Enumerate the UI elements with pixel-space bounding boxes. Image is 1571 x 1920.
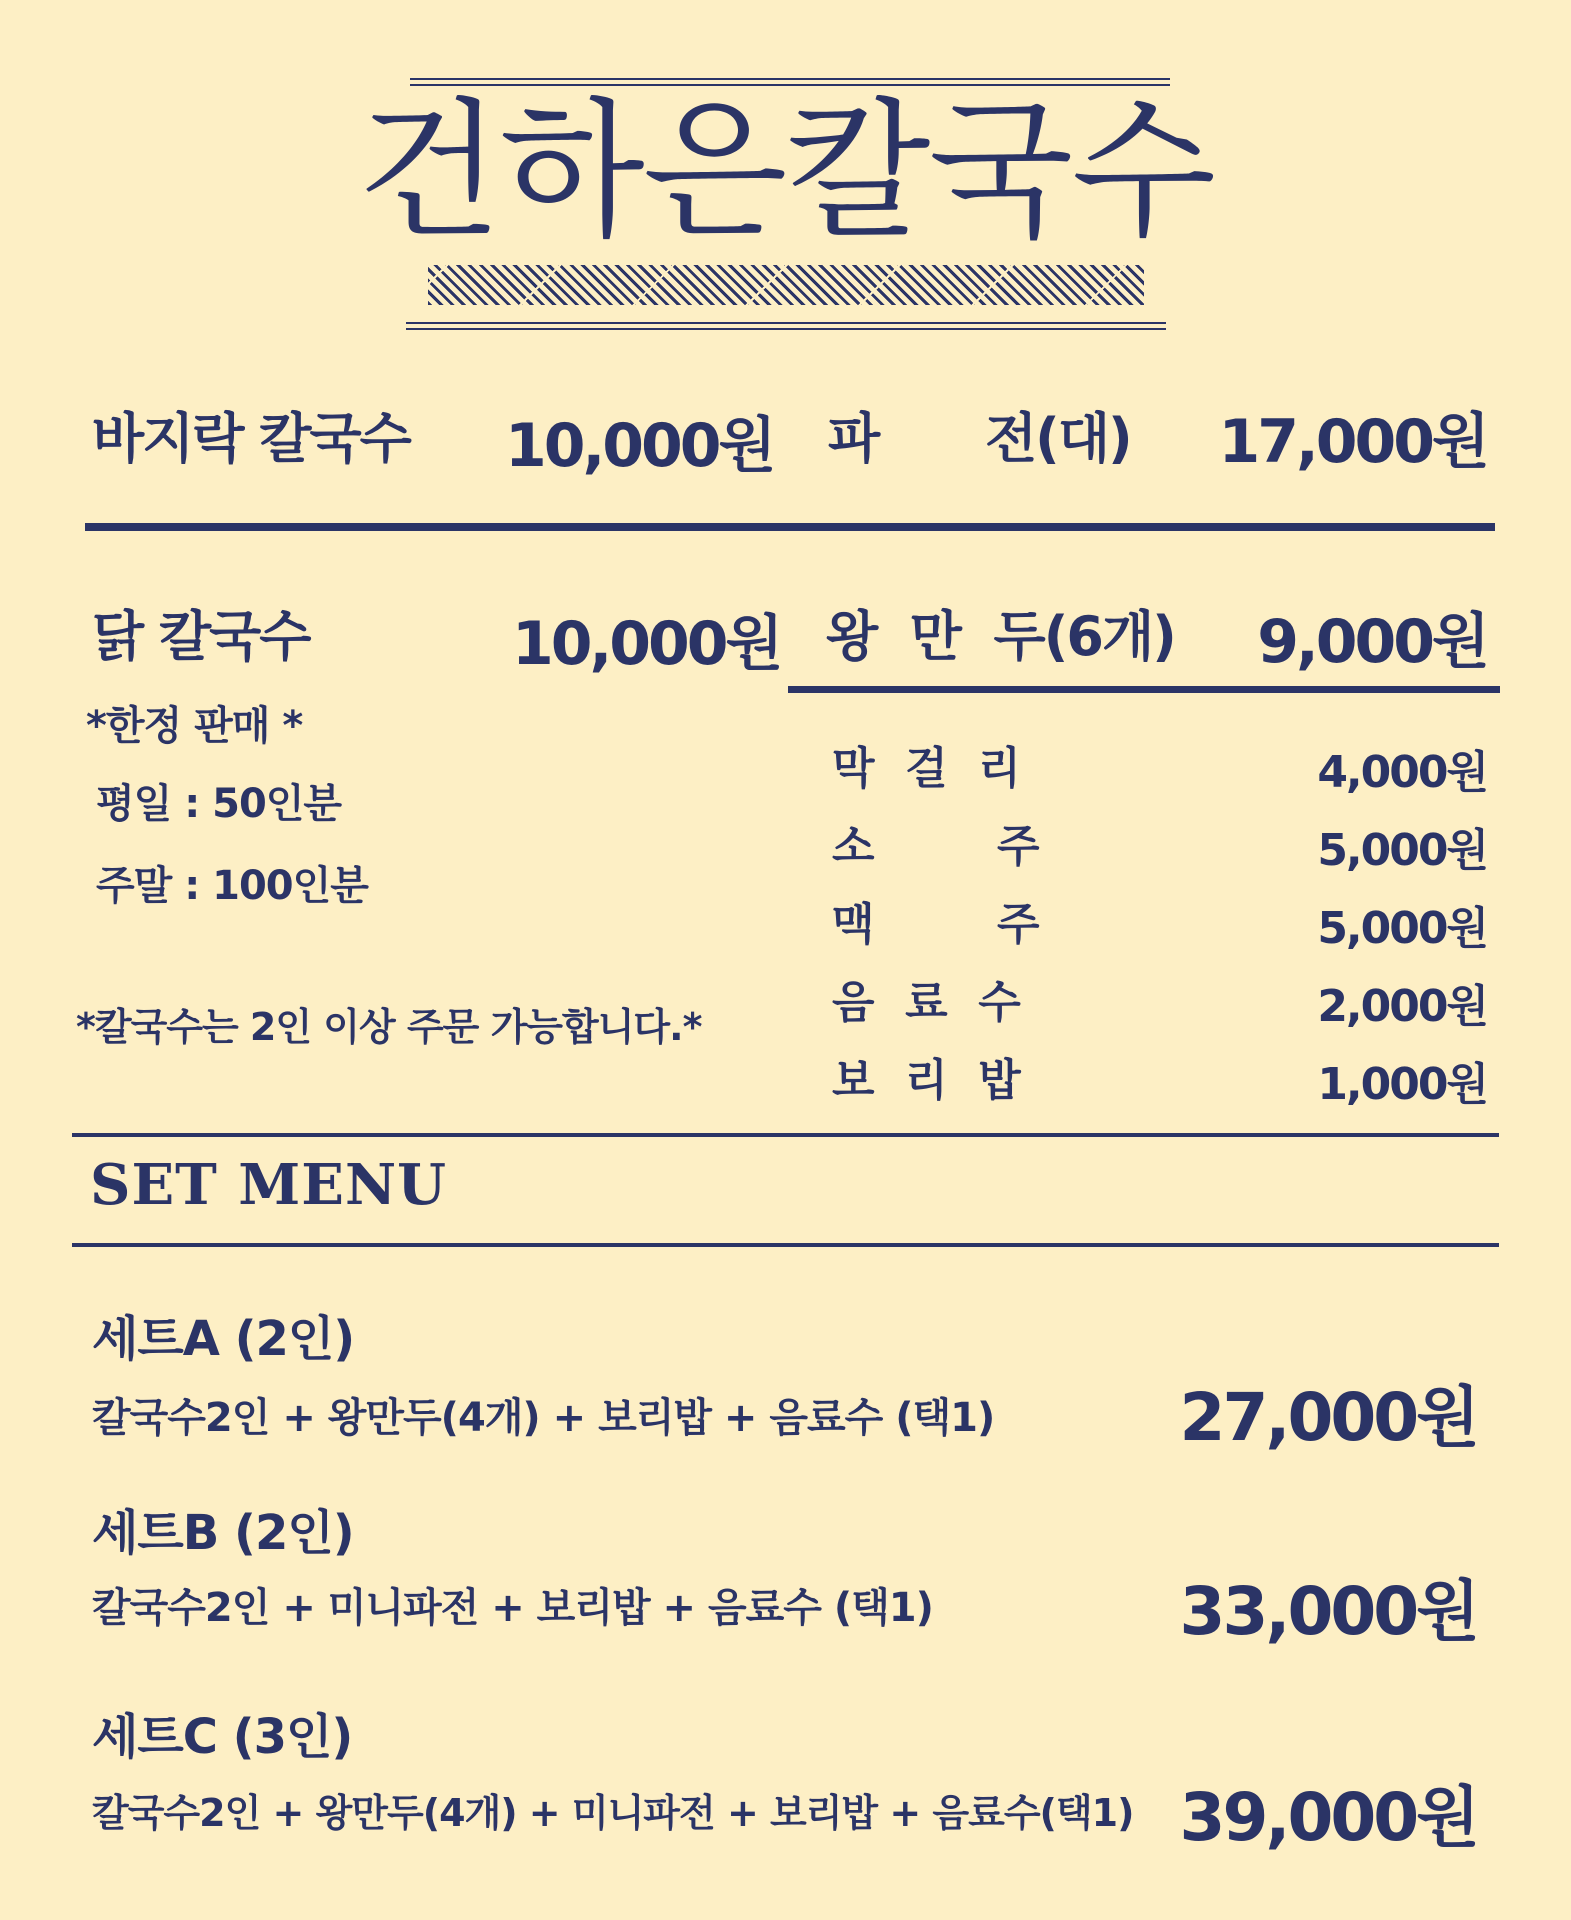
restaurant-title: 건하은칼국수	[356, 85, 1215, 259]
set-menu-top-rule	[72, 1133, 1499, 1137]
drink-price: 4,000원	[1317, 747, 1487, 798]
minimum-order-note: *칼국수는 2인 이상 주문 가능합니다.*	[76, 1005, 702, 1049]
set-description: 칼국수2인 + 왕만두(4개) + 미니파전 + 보리밥 + 음료수(택1)	[92, 1791, 1134, 1835]
drink-price: 5,000원	[1317, 825, 1487, 876]
set-title: 세트B (2인)	[92, 1505, 354, 1561]
drink-name: 음 료 수	[832, 977, 1021, 1028]
limited-note: *한정 판매 *	[86, 703, 303, 749]
set-price: 27,000원	[1179, 1379, 1477, 1456]
set-menu-heading: SET MENU	[90, 1152, 447, 1218]
drink-name: 맥 주	[832, 899, 1040, 950]
drink-price: 5,000원	[1317, 903, 1487, 954]
menu-item-name-part: 파	[828, 407, 879, 470]
weekend-limit: 주말 : 100인분	[96, 863, 368, 909]
menu-item-price: 10,000원	[512, 609, 781, 679]
set-price: 33,000원	[1179, 1573, 1477, 1650]
menu-item-price: 9,000원	[1257, 607, 1487, 677]
set-description: 칼국수2인 + 왕만두(4개) + 보리밥 + 음료수 (택1)	[92, 1395, 995, 1441]
set-menu-bottom-rule	[72, 1243, 1499, 1247]
set-description: 칼국수2인 + 미니파전 + 보리밥 + 음료수 (택1)	[92, 1585, 933, 1631]
menu-item-name: 바지락 칼국수	[92, 407, 410, 470]
menu-item-name: 왕 만 두(6개)	[826, 605, 1175, 668]
set-title: 세트A (2인)	[92, 1311, 355, 1367]
set-price: 39,000원	[1179, 1779, 1477, 1856]
section-divider	[85, 523, 1495, 531]
menu-item-price: 10,000원	[505, 411, 774, 481]
drink-name: 소 주	[832, 821, 1040, 872]
set-title: 세트C (3인)	[92, 1709, 353, 1765]
drink-price: 1,000원	[1317, 1059, 1487, 1110]
weekday-limit: 평일 : 50인분	[96, 781, 342, 827]
menu-item-name-part: 전(대)	[985, 407, 1131, 470]
drink-name: 보 리 밥	[832, 1055, 1021, 1106]
title-bottom-rule	[406, 322, 1166, 330]
drink-name: 막 걸 리	[832, 743, 1021, 794]
menu-item-name: 닭 칼국수	[92, 605, 310, 668]
drink-price: 2,000원	[1317, 981, 1487, 1032]
title-pattern-decoration	[428, 265, 1144, 305]
menu-item-price: 17,000원	[1218, 407, 1487, 477]
drinks-divider	[788, 686, 1500, 693]
